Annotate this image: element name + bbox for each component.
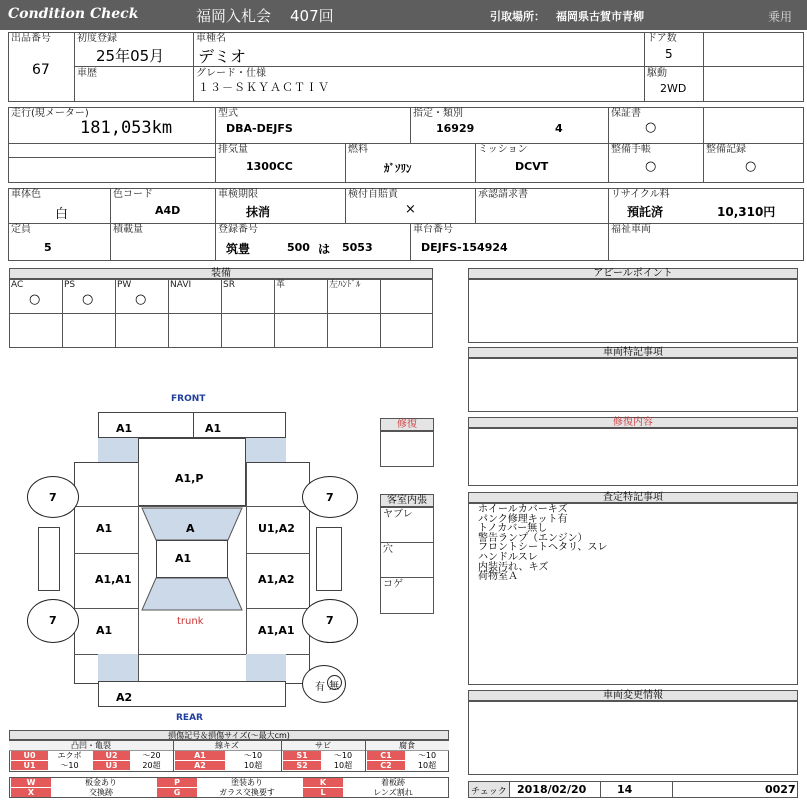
- mark-left-door: A1,A1: [95, 573, 132, 586]
- plate-area: 筑豊: [226, 242, 251, 256]
- legend-group-name: 凸凹・亀裂: [9, 741, 173, 751]
- plate-kana: は: [318, 242, 331, 256]
- legend-size: 10超: [333, 761, 353, 770]
- equipment-label: PW: [117, 280, 132, 290]
- legend-mark-code: L: [303, 788, 343, 797]
- legend-code: U0: [11, 751, 48, 760]
- special-notes-box: [468, 358, 798, 412]
- inspection-note-line: 内装汚れ、キズ: [478, 561, 549, 573]
- legend-group-name: 腐食: [365, 741, 449, 751]
- equipment-label: PS: [64, 280, 76, 290]
- equipment-label: 左ﾊﾝﾄﾞﾙ: [329, 280, 361, 290]
- sheet-number: 0027: [765, 783, 796, 796]
- approval-label: 承認請求書: [478, 189, 528, 200]
- inspection-notes-header: 査定特記事項: [468, 492, 798, 503]
- legend-mark-desc: 交換跡: [89, 788, 113, 797]
- welfare-label: 福祉車両: [611, 224, 651, 235]
- equipment-label: NAVI: [170, 280, 192, 290]
- mileage-value: 181,053km: [80, 118, 173, 138]
- lot-value: 67: [32, 62, 50, 78]
- plate-number: 5053: [342, 241, 373, 254]
- mark-tire-fr: 7: [326, 491, 334, 504]
- fuel-value: ｶﾞｿﾘﾝ: [384, 162, 412, 175]
- equipment-header: 装備: [9, 268, 433, 279]
- front-label: FRONT: [171, 394, 206, 404]
- change-info-box: [468, 701, 798, 775]
- self-insurance-value: ×: [405, 202, 416, 217]
- legend-size: ～10: [243, 751, 263, 760]
- equipment-value: ○: [82, 292, 94, 307]
- recycle-status: 預託済: [627, 205, 664, 219]
- legend-header: 損傷記号＆損傷サイズ(～最大cm): [9, 730, 449, 740]
- equipment-label: SR: [223, 280, 235, 290]
- displacement-label: 排気量: [218, 144, 248, 155]
- category: 乗用: [768, 10, 793, 24]
- spare-none: 無: [329, 681, 339, 692]
- maint-book-label: 整備手帳: [611, 144, 651, 155]
- legend-size: ～10: [417, 751, 437, 760]
- legend-code: U3: [93, 761, 130, 770]
- mark-tire-rr: 7: [326, 614, 334, 627]
- chassis-label: 車台番号: [413, 224, 453, 235]
- front-bumper-left: [98, 412, 194, 438]
- rear-light-right: [246, 654, 286, 682]
- inspection-note-line: 荷物室Ａ: [478, 571, 518, 583]
- repair-details-box: [468, 428, 798, 486]
- inspection-note-line: ホイールカバーキズ: [478, 504, 568, 515]
- check-date: 2018/02/20: [517, 783, 587, 796]
- mark-right-rear: A1,A1: [258, 624, 295, 637]
- legend-code: U1: [11, 761, 48, 770]
- self-insurance-label: 検付自賠責: [348, 189, 398, 200]
- equipment-value: ○: [29, 292, 41, 307]
- mark-tire-fl: 7: [49, 491, 57, 504]
- mark-hood: A1,P: [175, 472, 204, 485]
- legend-size: 20超: [142, 761, 161, 770]
- interior-box: [380, 507, 434, 614]
- legend-mark-desc: 着板跡: [381, 778, 405, 787]
- legend-code: A1: [175, 751, 225, 760]
- maint-record-label: 整備記録: [706, 144, 746, 155]
- mark-left-rear: A1: [96, 624, 113, 637]
- appeal-box: [468, 279, 798, 343]
- history-label: 車歴: [77, 68, 97, 79]
- maint-record-value: ○: [745, 159, 757, 174]
- equipment-label: AC: [11, 280, 24, 290]
- mark-rear-bumper: A2: [116, 691, 133, 704]
- equipment-label: 革: [276, 280, 286, 290]
- legend-group-name: サビ: [281, 741, 365, 751]
- grade-value: １３－ＳＫＹＡＣＴＩＶ: [198, 81, 330, 94]
- change-info-header: 車両変更情報: [468, 690, 798, 701]
- pickup-location: 福岡県古賀市青柳: [556, 10, 644, 23]
- chassis-value: DEJFS-154924: [421, 241, 508, 254]
- mission-label: ミッション: [478, 144, 528, 155]
- grade-label: グレード・仕様: [196, 68, 266, 79]
- reg-label: 初度登録: [77, 33, 117, 44]
- front-light-right: [246, 438, 286, 463]
- inspection-note-line: ハンドルスレ: [478, 551, 538, 563]
- mileage-label: 走行(現メーター): [11, 108, 89, 119]
- legend-size: 10超: [417, 761, 437, 770]
- drive-value: 2WD: [660, 82, 687, 95]
- legend-mark-code: W: [11, 778, 51, 787]
- reg-value: 25年05月: [96, 47, 165, 65]
- capacity-label: 定員: [11, 224, 31, 235]
- designation-label: 指定・類別: [413, 108, 463, 119]
- mark-roof: A1: [175, 552, 192, 565]
- equipment-value: ○: [135, 292, 147, 307]
- mirror-right: [316, 527, 342, 591]
- maint-book-value: ○: [645, 159, 657, 174]
- special-notes-header: 車両特記事項: [468, 347, 798, 358]
- rear-light-left: [98, 654, 138, 682]
- interior-header: 客室内張: [380, 494, 434, 507]
- legend-size: ～20: [142, 751, 161, 760]
- legend-group-name: 線キズ: [173, 741, 281, 751]
- color-value: 白: [55, 207, 69, 222]
- warranty-label: 保証書: [611, 108, 641, 119]
- brand-title: Condition Check: [8, 6, 139, 22]
- legend-mark-code: X: [11, 788, 51, 797]
- repair-box: [380, 431, 434, 467]
- auction-name: 福岡入札会: [196, 7, 272, 25]
- capacity-value: 5: [44, 241, 52, 254]
- type-value: DBA-DEJFS: [226, 122, 293, 135]
- legend-size: ～10: [60, 761, 79, 770]
- legend-size: エクボ: [57, 751, 82, 760]
- trunk-label: trunk: [177, 616, 204, 627]
- plate-label: 登録番号: [218, 224, 258, 235]
- appeal-header: アピールポイント: [468, 268, 798, 279]
- inspection-note-line: パンク修理キット有: [478, 513, 568, 525]
- legend-mark-desc: 塗装あり: [231, 778, 263, 787]
- lot-label: 出品番号: [11, 33, 51, 44]
- legend-mark-code: G: [157, 788, 197, 797]
- inspection-notes-lines: [478, 505, 608, 582]
- mark-left-fender: A1: [96, 522, 113, 535]
- rear-label: REAR: [176, 713, 203, 723]
- legend-mark-desc: レンズ割れ: [373, 788, 413, 797]
- check-number: 14: [617, 783, 633, 796]
- mark-windshield: A: [186, 522, 195, 535]
- mark-tire-rl: 7: [49, 614, 57, 627]
- mission-value: DCVT: [515, 160, 549, 173]
- mirror-left: [38, 527, 60, 591]
- legend-code: S1: [283, 751, 321, 760]
- spare-have: 有: [315, 682, 325, 693]
- check-label: チェック: [471, 787, 507, 797]
- inspection-note-line: フロントシートヘタリ、スレ: [478, 542, 608, 554]
- auction-lot: 407回: [290, 7, 334, 25]
- class-no-value: 4: [555, 122, 563, 135]
- header-bar: [0, 0, 807, 30]
- model-name: デミオ: [198, 47, 247, 66]
- displacement-value: 1300CC: [246, 160, 293, 173]
- legend-size: ～10: [333, 751, 353, 760]
- mark-front-left: A1: [116, 422, 133, 435]
- mark-right-fender: U1,A2: [258, 522, 295, 535]
- designation-value: 16929: [436, 122, 475, 135]
- repair-details-header: 修復内容: [468, 417, 798, 428]
- warranty-value: ○: [645, 120, 657, 135]
- drive-label: 駆動: [647, 68, 667, 79]
- mark-right-door: A1,A2: [258, 573, 295, 586]
- inspection-note-line: トノカバー無し: [478, 523, 548, 535]
- color-code-value: A4D: [155, 204, 181, 217]
- fuel-label: 燃料: [348, 144, 368, 155]
- repair-header: 修復: [380, 418, 434, 431]
- legend-code: C2: [367, 761, 405, 770]
- inspection-value: 抹消: [246, 205, 271, 219]
- load-label: 積載量: [113, 224, 143, 235]
- legend-mark-code: K: [303, 778, 343, 787]
- doors-label: ドア数: [647, 33, 677, 44]
- mark-front-right: A1: [205, 422, 222, 435]
- interior-row-hole: 穴: [383, 544, 393, 555]
- plate-class: 500: [287, 241, 310, 254]
- pickup-label: 引取場所：: [490, 10, 545, 23]
- inspection-note-line: 警告ランプ（エンジン）: [478, 532, 588, 544]
- legend-code: S2: [283, 761, 321, 770]
- legend-code: U2: [93, 751, 130, 760]
- type-label: 型式: [218, 108, 238, 119]
- front-light-left: [98, 438, 138, 463]
- color-code-label: 色コード: [113, 189, 153, 200]
- recycle-label: リサイクル料: [611, 189, 670, 200]
- legend-code: C1: [367, 751, 405, 760]
- doors-value: 5: [665, 47, 673, 61]
- legend-size: 10超: [243, 761, 263, 770]
- inspection-label: 車検期限: [218, 189, 258, 200]
- legend-mark-code: P: [157, 778, 197, 787]
- color-label: 車体色: [11, 189, 41, 200]
- interior-row-burn: コゲ: [383, 579, 403, 590]
- legend-mark-desc: 板金あり: [85, 778, 117, 787]
- interior-row-tear: ヤブレ: [383, 509, 413, 520]
- legend-mark-desc: ガラス交換要す: [219, 788, 275, 797]
- recycle-fee: 10,310円: [717, 205, 776, 219]
- legend-code: A2: [175, 761, 225, 770]
- model-name-label: 車種名: [196, 33, 226, 44]
- roof-panel: [156, 540, 228, 578]
